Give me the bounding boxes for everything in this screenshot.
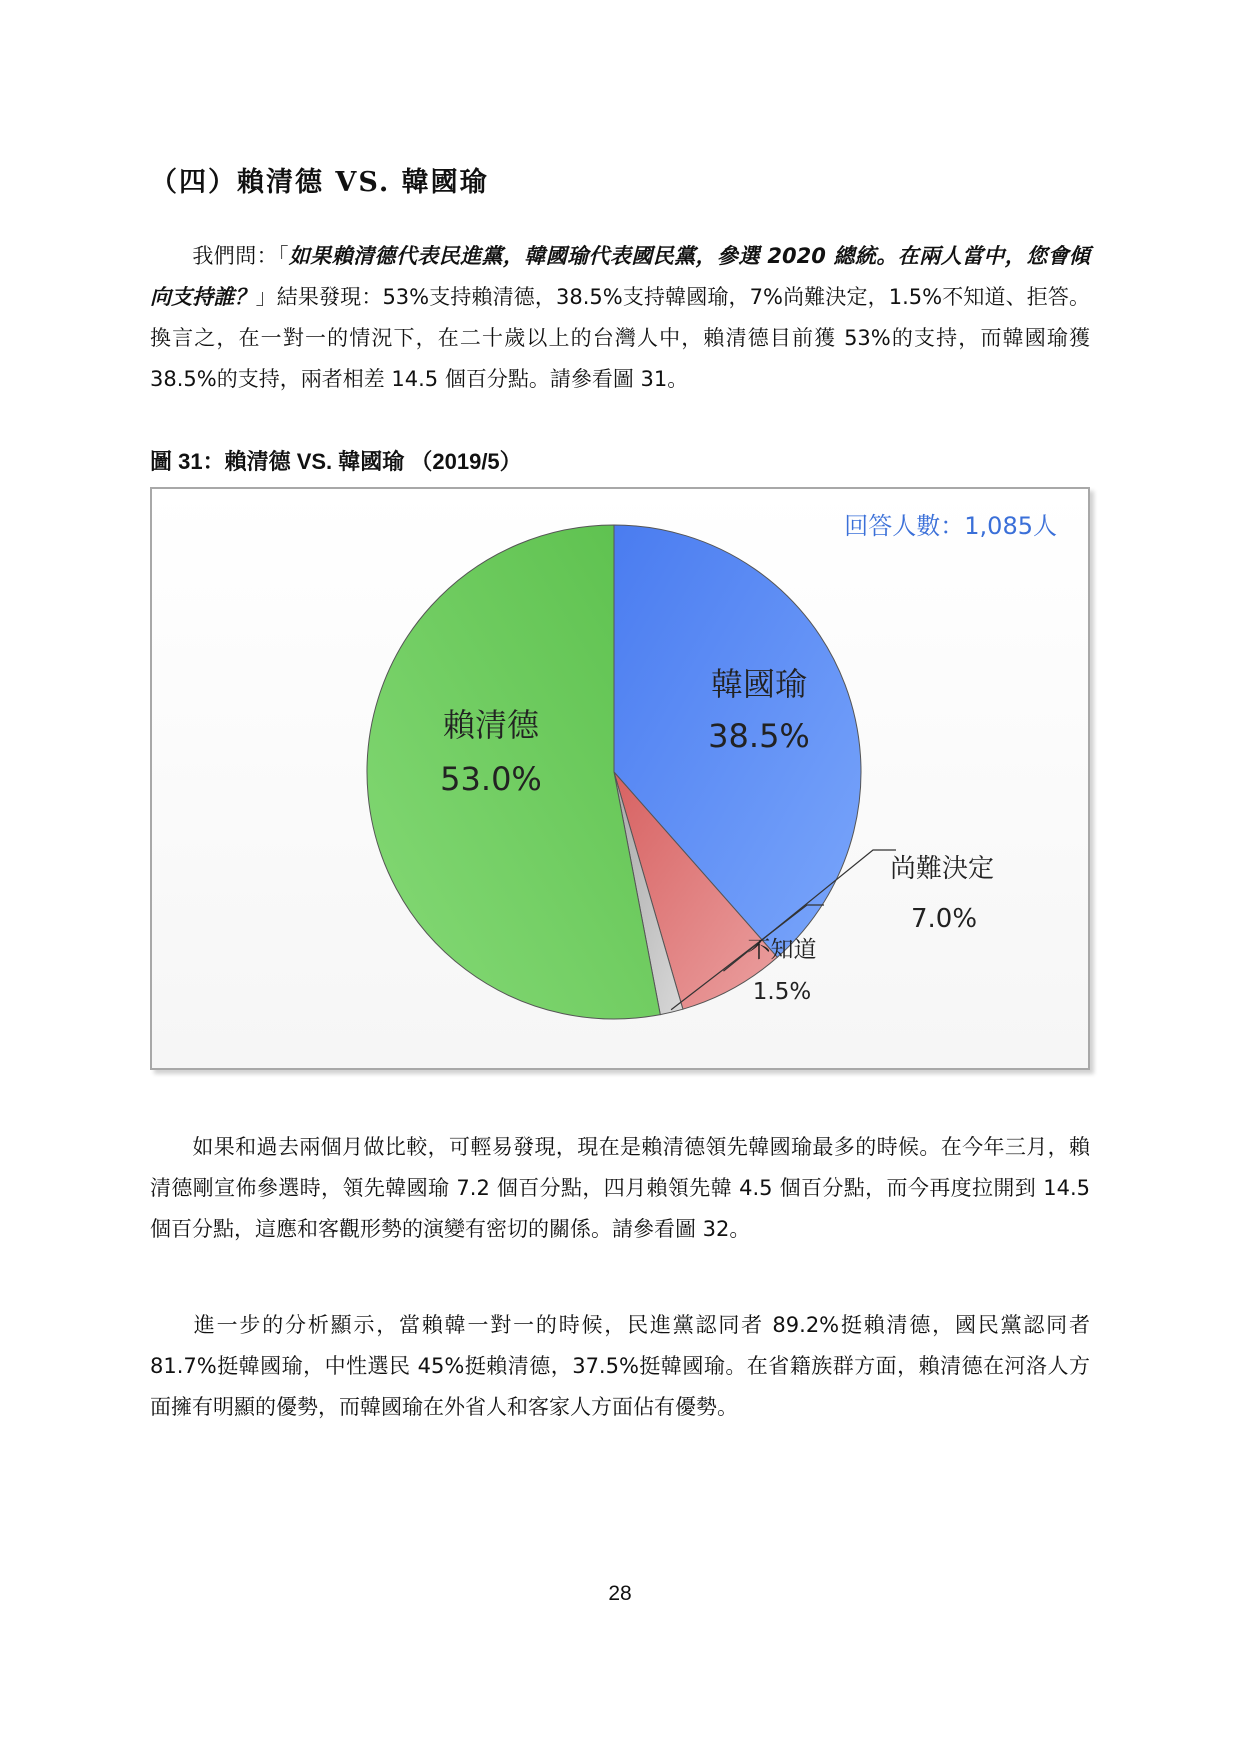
section-heading: （四）賴清德 VS. 韓國瑜 [150,167,489,198]
figure-caption: 圖 31：賴清德 VS. 韓國瑜 （2019/5） [150,449,522,474]
page-number: 28 [608,1582,632,1605]
label-undecided-name: 尚難決定 [889,854,995,884]
label-han-kuo-yu-value: 38.5% [708,717,810,755]
survey-result-text: 結果發現：53%支持賴清德，38.5%支持韓國瑜，7%尚難決定，1.5%不知道、拒答。換言之，在一對一的情況下，在二十歲以上的台灣人中，賴清德目前獲 53%的支持，而韓國瑜獲 38.5%的支持，兩者相差 14.5 個百分點。請參看圖 31。 [150,285,1091,391]
label-dont-know-name: 不知道 [747,937,817,963]
paragraph-analysis [150,1305,1090,1428]
paragraph-analysis-text: 進一步的分析顯示，當賴韓一對一的時候，民進黨認同者 89.2%挺賴清德，國民黨認同者 81.7%挺韓國瑜，中性選民 45%挺賴清德，37.5%挺韓國瑜。在省籍族群方面，賴清德在河洛人方面擁有明顯的優勢，而韓國瑜在外省人和客家人方面佔有優勢。 [150,1313,1090,1419]
survey-question: 如果賴清德代表民進黨，韓國瑜代表國民黨，參選 2020 總統。在兩人當中，您會傾向支持誰？ [150,244,1090,309]
respondent-count-note: 回答人數：1,085人 [844,512,1057,540]
label-undecided-value: 7.0% [910,904,978,934]
quote-open: 我們問：「 [192,244,289,268]
label-lai-ching-te-value: 53.0% [440,760,542,798]
paragraph-survey-question [150,236,1090,400]
paragraph-comparison [150,1127,1090,1250]
pie-chart-frame [150,487,1090,1070]
paragraph-comparison-text: 如果和過去兩個月做比較，可輕易發現，現在是賴清德領先韓國瑜最多的時候。在今年三月，賴清德剛宣佈參選時，領先韓國瑜 7.2 個百分點，四月賴領先韓 4.5 個百分點，而今再度拉開到 14.5 個百分點，這應和客觀形勢的演變有密切的關係。請參看圖 32。 [150,1135,1090,1241]
pie-chart [152,489,1088,1068]
label-dont-know-value: 1.5% [752,979,812,1005]
quote-close: 」 [255,285,277,309]
label-lai-ching-te-name: 賴清德 [442,706,540,744]
label-han-kuo-yu-name: 韓國瑜 [710,665,808,703]
